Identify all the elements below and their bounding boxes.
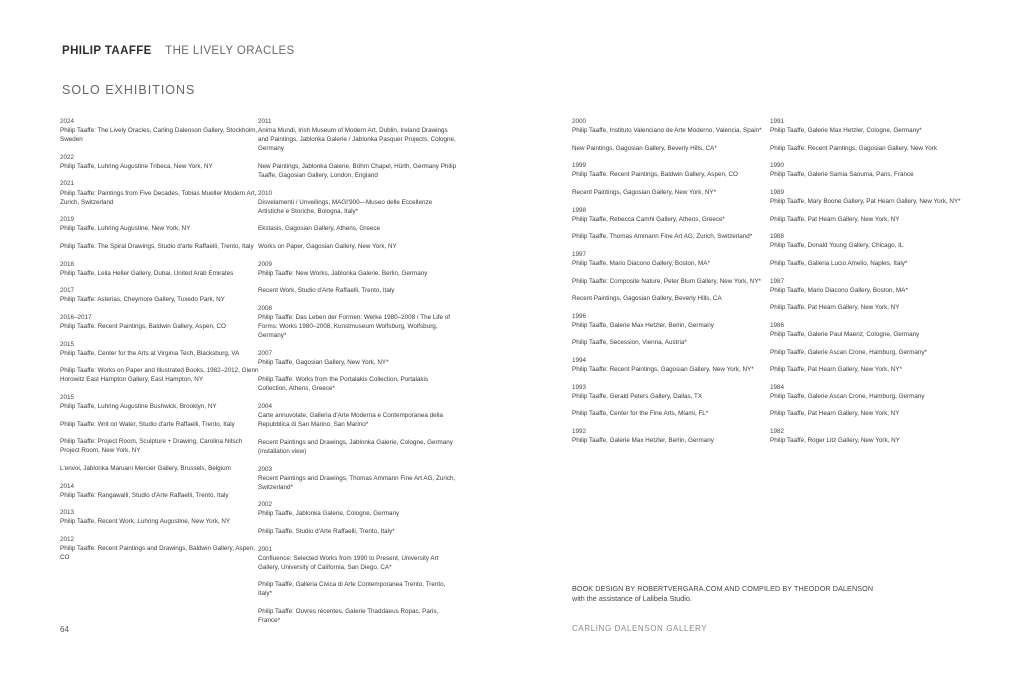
exhibitions-column-2 bbox=[258, 117, 458, 634]
exhibition-year: 1984 bbox=[770, 383, 785, 391]
year-group bbox=[770, 232, 970, 268]
exhibition-year: 2004 bbox=[258, 403, 273, 411]
book-title: THE LIVELY ORACLES bbox=[165, 45, 295, 57]
year-group bbox=[60, 340, 260, 385]
exhibition-year: 2018 bbox=[60, 260, 75, 268]
exhibition-entry: Ekstasis, Gagosian Gallery, Athens, Greece bbox=[258, 225, 381, 233]
exhibition-year: 1991 bbox=[770, 118, 785, 125]
exhibition-entry: Anima Mundi, Irish Museum of Modern Art, Dublin, Ireland Drawings and Paintings, Jablonka Galerie / Jablonka Pasquer Projects, Cologne, Germany bbox=[258, 127, 456, 153]
year-group bbox=[770, 161, 970, 179]
exhibition-entry: Philip Taaffe, Mario Diacono Gallery, Boston, MA* bbox=[770, 286, 908, 294]
exhibition-entry: Philip Taaffe: The Lively Oracles, Carling Dalenson Gallery, Stockholm, Sweden bbox=[60, 127, 258, 144]
exhibition-year: 1989 bbox=[770, 188, 785, 196]
exhibition-year: 2000 bbox=[572, 118, 587, 125]
year-group bbox=[60, 535, 260, 562]
exhibition-entry: Philip Taaffe, Thomas Ammann Fine Art AG, Zurich, Switzerland* bbox=[572, 233, 753, 241]
year-group bbox=[60, 117, 260, 144]
artist-name: PHILIP TAAFFE bbox=[62, 45, 152, 57]
exhibition-year: 1999 bbox=[572, 162, 587, 170]
exhibition-year: 2015 bbox=[60, 340, 75, 348]
year-group bbox=[60, 508, 260, 526]
year-group bbox=[258, 349, 458, 394]
exhibition-year: 2022 bbox=[60, 153, 75, 161]
exhibition-entry: Philip Taaffe: New Works, Jablonka Galerie, Berlin, Germany bbox=[258, 269, 428, 277]
exhibition-year: 2013 bbox=[60, 509, 75, 517]
exhibition-entry: Philip Taaffe, Galerie Paul Maenz, Cologne, Germany bbox=[770, 330, 920, 338]
exhibition-entry: Philip Taaffe: The Spiral Drawings, Studio d'arte Raffaelli, Trento, Italy bbox=[60, 242, 254, 250]
year-group bbox=[60, 179, 260, 206]
exhibition-entry: Philip Taaffe: Writ on Water, Studio d'arte Raffaelli, Trento, Italy bbox=[60, 420, 235, 428]
exhibition-entry: New Paintings, Jablonka Galerie, Böhm Chapel, Hürth, Germany Philip Taaffe, Gagosian Gallery, London, England bbox=[258, 162, 457, 179]
exhibition-entry: Philip Taaffe, Luhring Augustine Bushwick, Brooklyn, NY bbox=[60, 403, 217, 411]
running-header bbox=[62, 45, 295, 57]
exhibition-entry: Philip Taaffe: Composite Nature, Peter Blum Gallery, New York, NY* bbox=[572, 277, 761, 285]
exhibition-year: 2016–2017 bbox=[60, 313, 92, 321]
year-group bbox=[258, 545, 458, 626]
year-group bbox=[770, 117, 970, 153]
exhibition-entry: Philip Taaffe, Pat Hearn Gallery, New York, NY bbox=[770, 304, 900, 312]
year-group bbox=[258, 500, 458, 536]
year-group bbox=[60, 286, 260, 304]
exhibition-year: 2011 bbox=[258, 118, 272, 125]
exhibition-year: 2003 bbox=[258, 465, 273, 473]
year-group bbox=[770, 427, 970, 445]
exhibition-year: 1992 bbox=[572, 427, 587, 435]
exhibitions-column-3 bbox=[572, 117, 772, 454]
year-group bbox=[770, 383, 970, 419]
exhibition-entry: Philip Taaffe: Recent Paintings, Gagosian Gallery, New York bbox=[770, 144, 937, 152]
exhibition-entry: Disvelamenti / Unveilings, MAGI'900—Museo delle Eccellenze Artistiche e Storiche, Bologna, Italy* bbox=[258, 198, 433, 215]
exhibition-entry: Philip Taaffe, Jablonka Galerie, Cologne, Germany bbox=[258, 510, 400, 518]
exhibition-entry: Philip Taaffe, Instituto Valenciano de Arte Moderno, Valencia, Spain* bbox=[572, 127, 762, 135]
exhibition-entry: Philip Taaffe: Works on Paper and Illustrated Books, 1982–2012, Glenn Horowitz East Hampton Gallery, East Hampton, NY bbox=[60, 367, 259, 384]
exhibition-entry: Philip Taaffe, Mario Diacono Gallery, Boston, MA* bbox=[572, 259, 710, 267]
exhibition-entry: Philip Taaffe, Gerald Peters Gallery, Dallas, TX bbox=[572, 392, 703, 400]
year-group bbox=[60, 482, 260, 500]
exhibition-entry: Philip Taaffe, Recent Work, Luhring Augustine, New York, NY bbox=[60, 518, 231, 526]
exhibition-year: 2014 bbox=[60, 482, 75, 490]
exhibition-year: 1993 bbox=[572, 383, 587, 391]
exhibition-entry: Philip Taaffe, Galerie Ascan Crone, Hamburg, Germany* bbox=[770, 348, 927, 356]
exhibition-entry: Works on Paper, Gagosian Gallery, New York, NY bbox=[258, 242, 397, 250]
exhibition-year: 1990 bbox=[770, 162, 785, 170]
credits-assistance: with the assistance of Lalibela Studio. bbox=[572, 593, 692, 603]
exhibition-entry: Carte annuvolate, Galleria d'Arte Moderna e Contemporanea della Repubblica di San Marino, San Marino* bbox=[258, 412, 443, 429]
exhibition-entry: Philip Taaffe, Secession, Vienna, Austria* bbox=[572, 339, 687, 347]
year-group bbox=[258, 465, 458, 492]
page-number: 64 bbox=[60, 625, 69, 634]
exhibition-year: 1986 bbox=[770, 321, 785, 329]
year-group bbox=[60, 260, 260, 278]
exhibition-entry: Recent Paintings, Gagosian Gallery, Beverly Hills, CA bbox=[572, 295, 722, 303]
exhibition-entry: Philip Taaffe, Gagosian Gallery, New York, NY* bbox=[258, 358, 389, 366]
exhibition-entry: Philip Taaffe, Center for the Arts at Virginia Tech, Blacksburg, VA bbox=[60, 349, 240, 357]
exhibition-entry: Philip Taaffe, Pat Hearn Gallery, New York, NY bbox=[770, 410, 900, 418]
exhibition-year: 1982 bbox=[770, 427, 785, 435]
year-group bbox=[572, 312, 772, 348]
exhibition-entry: Philip Taaffe, Studio d'Arte Raffaelli, Trento, Italy* bbox=[258, 528, 395, 535]
publisher-footer: CARLING DALENSON GALLERY bbox=[572, 624, 708, 633]
exhibition-year: 1994 bbox=[572, 357, 587, 364]
exhibition-year: 2015 bbox=[60, 393, 75, 401]
exhibition-entry: Philip Taaffe: Project Room, Sculpture + Drawing, Carolina Nitsch Project Room, New York, NY bbox=[60, 438, 243, 455]
exhibition-entry: Philip Taaffe: Asterias, Cheymore Gallery, Tuxedo Park, NY bbox=[60, 296, 225, 304]
exhibition-entry: Philip Taaffe, Donald Young Gallery, Chicago, IL bbox=[770, 242, 904, 250]
exhibition-entry: Philip Taaffe: Recent Paintings, Baldwin Gallery, Aspen, CO bbox=[572, 171, 738, 179]
exhibition-year: 2009 bbox=[258, 260, 273, 268]
exhibition-entry: Recent Paintings and Drawings, Jablonka Galerie, Cologne, Germany (installation view) bbox=[258, 438, 453, 455]
exhibition-entry: Recent Paintings, Gagosian Gallery, New York, NY* bbox=[572, 188, 717, 196]
exhibition-entry: Philip Taaffe, Luhring Augustine, New York, NY bbox=[60, 225, 191, 233]
exhibition-year: 2021 bbox=[60, 180, 75, 188]
exhibition-entry: Philip Taaffe: Recent Paintings, Gagosian Gallery, New York, NY* bbox=[572, 366, 754, 374]
exhibition-entry: Philip Taaffe, Pat Hearn Gallery, New York, NY* bbox=[770, 366, 902, 374]
exhibition-entry: Philip Taaffe, Mary Boone Gallery, Pat Hearn Gallery, New York, NY* bbox=[770, 198, 961, 206]
year-group bbox=[60, 313, 260, 331]
exhibition-year: 2024 bbox=[60, 118, 75, 125]
exhibition-entry: Philip Taaffe, Center for the Fine Arts, Miami, FL* bbox=[572, 410, 709, 418]
exhibition-year: 2008 bbox=[258, 304, 273, 312]
year-group bbox=[770, 277, 970, 313]
year-group bbox=[770, 188, 970, 224]
exhibition-entry: Philip Taaffe: Works from the Portalakis Collection, Portalakis Collection, Athens, Greece* bbox=[258, 376, 429, 393]
exhibition-entry: Philip Taaffe: Paintings from Five Decades, Tobias Mueller Modern Art, Zurich, Switzerland bbox=[60, 189, 257, 206]
year-group bbox=[572, 250, 772, 303]
exhibition-entry: Philip Taaffe, Galleria Civica di Arte Contemporanea Trento, Trento, Italy* bbox=[258, 581, 446, 598]
year-group bbox=[770, 321, 970, 374]
year-group bbox=[572, 206, 772, 242]
exhibition-year: 2001 bbox=[258, 545, 273, 553]
exhibition-entry: New Paintings, Gagosian Gallery, Beverly Hills, CA* bbox=[572, 144, 717, 152]
exhibition-entry: Philip Taaffe: Ouvres récentes, Galerie Thaddaeus Ropac, Paris, France* bbox=[258, 608, 439, 625]
exhibition-entry: Philip Taaffe, Galerie Ascan Crone, Hamburg, Germany bbox=[770, 392, 925, 400]
exhibition-year: 1987 bbox=[770, 277, 785, 285]
exhibition-entry: Philip Taaffe: Rangawalli, Studio d'Arte Raffaelli, Trento, Italy bbox=[60, 491, 229, 499]
exhibition-year: 2002 bbox=[258, 501, 273, 509]
year-group bbox=[572, 383, 772, 419]
exhibition-year: 1996 bbox=[572, 312, 587, 320]
exhibition-entry: Philip Taaffe, Galerie Samia Saouma, Paris, France bbox=[770, 171, 914, 179]
exhibition-entry: Philip Taaffe, Rebecca Camhi Gallery, Athens, Greece* bbox=[572, 215, 725, 223]
year-group bbox=[258, 402, 458, 456]
exhibition-year: 2012 bbox=[60, 535, 75, 543]
exhibition-entry: Philip Taaffe, Galleria Lucio Amelio, Naples, Italy* bbox=[770, 259, 908, 267]
exhibition-entry: Philip Taaffe, Galerie Max Hetzler, Cologne, Germany* bbox=[770, 127, 922, 135]
exhibition-entry: Philip Taaffe: Recent Paintings and Drawings, Baldwin Gallery, Aspen, CO bbox=[60, 545, 255, 562]
exhibition-entry: Philip Taaffe, Luhring Augustine Tribeca, New York, NY bbox=[60, 162, 213, 170]
year-group bbox=[60, 393, 260, 473]
section-title: SOLO EXHIBITIONS bbox=[62, 83, 196, 97]
credits-design: BOOK DESIGN BY ROBERTVERGARA.COM AND COMPILED BY THEODOR DALENSON bbox=[572, 584, 874, 593]
exhibition-entry: Confluence: Selected Works from 1990 to Present, University Art Gallery, University of California, San Diego, CA* bbox=[258, 554, 439, 571]
year-group bbox=[572, 427, 772, 445]
exhibition-entry: Philip Taaffe, Galerie Max Hetzler, Berlin, Germany bbox=[572, 321, 714, 329]
year-group bbox=[258, 189, 458, 251]
exhibition-year: 1998 bbox=[572, 206, 587, 214]
exhibition-entry: Philip Taaffe: Recent Paintings, Baldwin Gallery, Aspen, CO bbox=[60, 323, 226, 330]
exhibition-year: 1997 bbox=[572, 250, 587, 258]
year-group bbox=[258, 260, 458, 296]
exhibition-year: 2019 bbox=[60, 216, 75, 224]
year-group bbox=[572, 161, 772, 197]
exhibition-entry: Philip Taaffe, Galerie Max Hetzler, Berlin, Germany bbox=[572, 437, 714, 445]
exhibition-entry: L'envoi, Jablonka Maruani Mercier Gallery, Brussels, Belgium bbox=[60, 464, 231, 472]
book-credits bbox=[572, 584, 873, 603]
exhibition-year: 1988 bbox=[770, 233, 785, 241]
exhibition-entry: Philip Taaffe, Leila Heller Gallery, Dubai, United Arab Emirates bbox=[60, 269, 234, 277]
year-group bbox=[60, 215, 260, 251]
exhibition-year: 2017 bbox=[60, 287, 75, 295]
exhibition-entry: Recent Work, Studio d'Arte Raffaelli, Trento, Italy bbox=[258, 287, 395, 295]
exhibition-entry: Recent Paintings and Drawings, Thomas Ammann Fine Art AG, Zurich, Switzerland* bbox=[258, 474, 456, 491]
year-group bbox=[572, 356, 772, 374]
exhibition-entry: Philip Taaffe: Das Leben der Formen: Werke 1980–2008 / The Life of Forms: Works 1980–2008, Kunstmuseum Wolfsburg, Wolfsburg, Germany* bbox=[258, 313, 451, 340]
exhibitions-column-1 bbox=[60, 117, 260, 571]
exhibition-year: 2007 bbox=[258, 349, 273, 357]
year-group bbox=[258, 117, 458, 180]
year-group bbox=[572, 117, 772, 153]
exhibition-entry: Philip Taaffe, Pat Hearn Gallery, New York, NY bbox=[770, 215, 900, 223]
year-group bbox=[258, 304, 458, 340]
exhibitions-column-4 bbox=[770, 117, 970, 454]
year-group bbox=[60, 153, 260, 171]
exhibition-year: 2010 bbox=[258, 189, 273, 197]
exhibition-entry: Philip Taaffe, Roger Litz Gallery, New York, NY bbox=[770, 437, 900, 445]
